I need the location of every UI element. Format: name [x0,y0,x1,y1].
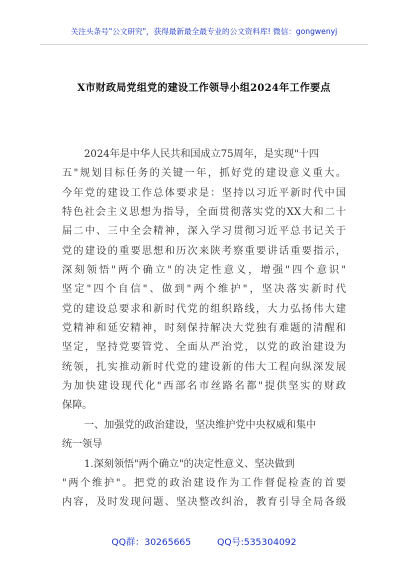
text-line: 深刻领悟"两个确立"的决定性意义，增强"四个意识" [62,265,346,277]
text-line: 特色社会主义思想为指导，全面贯彻落实党的XX大和二十 [62,207,346,219]
text-line: "两个维护"。把党的政治建设作为工作督促检查的首要 [62,477,346,489]
text-line: 党精神和延安精神，时刻保持解决大党独有难题的清醒和 [62,323,346,335]
item-paragraph-1 [62,455,346,513]
text-line: 统领，扎实推动新时代党的建设新的伟大工程向纵深发展 [62,361,346,373]
text-line: 坚定，坚持党要管党、全面从严治党，以党的政治建设为 [62,342,346,354]
text-line: 1.深刻领悟"两个确立"的决定性意义、坚决做到 [84,458,295,470]
text-line: 坚定"四个自信"、做到"两个维护"，坚决落实新时代 [62,284,346,296]
page-header [0,26,408,37]
text-line: 保障。 [62,400,93,412]
header-divider [40,44,368,45]
text-line: 党的建设的重要思想和历次来陕考察重要讲话重要指示， [62,245,346,257]
text-line: 今年党的建设工作总体要求是：坚持以习近平新时代中国 [62,187,346,199]
document-title: X市财政局党组党的建设工作领导小组2024年工作要点 [77,83,331,94]
footer-qq-number: QQ号:535304092 [217,537,297,548]
document-body [62,145,346,513]
text-line: 内容，及时发现问题、坚决整改纠治，教育引导全局各级 [62,497,346,509]
section-heading-1 [62,416,346,455]
text-line: 为加快建设现代化"西部名市丝路名都"提供坚实的财政 [62,381,346,393]
page-footer [0,534,408,548]
text-line: 党的建设总要求和新时代党的组织路线，大力弘扬伟大建 [62,303,346,315]
heading-line: 统一领导 [62,439,103,451]
text-line: 2024年是中华人民共和国成立75周年，是实现"十四 [84,149,319,160]
intro-paragraph [62,145,346,416]
footer-qq-group: QQ群：30265665 [111,537,192,548]
text-line: 届二中、三中全会精神，深入学习贯彻习近平总书记关于 [62,226,346,238]
header-text: 关注头条号"公文研究"，获得最新最全最专业的公文资料库! 微信：gongwenyj [70,27,338,36]
heading-line: 一、加强党的政治建设，坚决维护党中央权威和集中 [84,419,317,431]
text-line: 五"规划目标任务的关键一年，抓好党的建设意义重大。 [62,168,346,180]
